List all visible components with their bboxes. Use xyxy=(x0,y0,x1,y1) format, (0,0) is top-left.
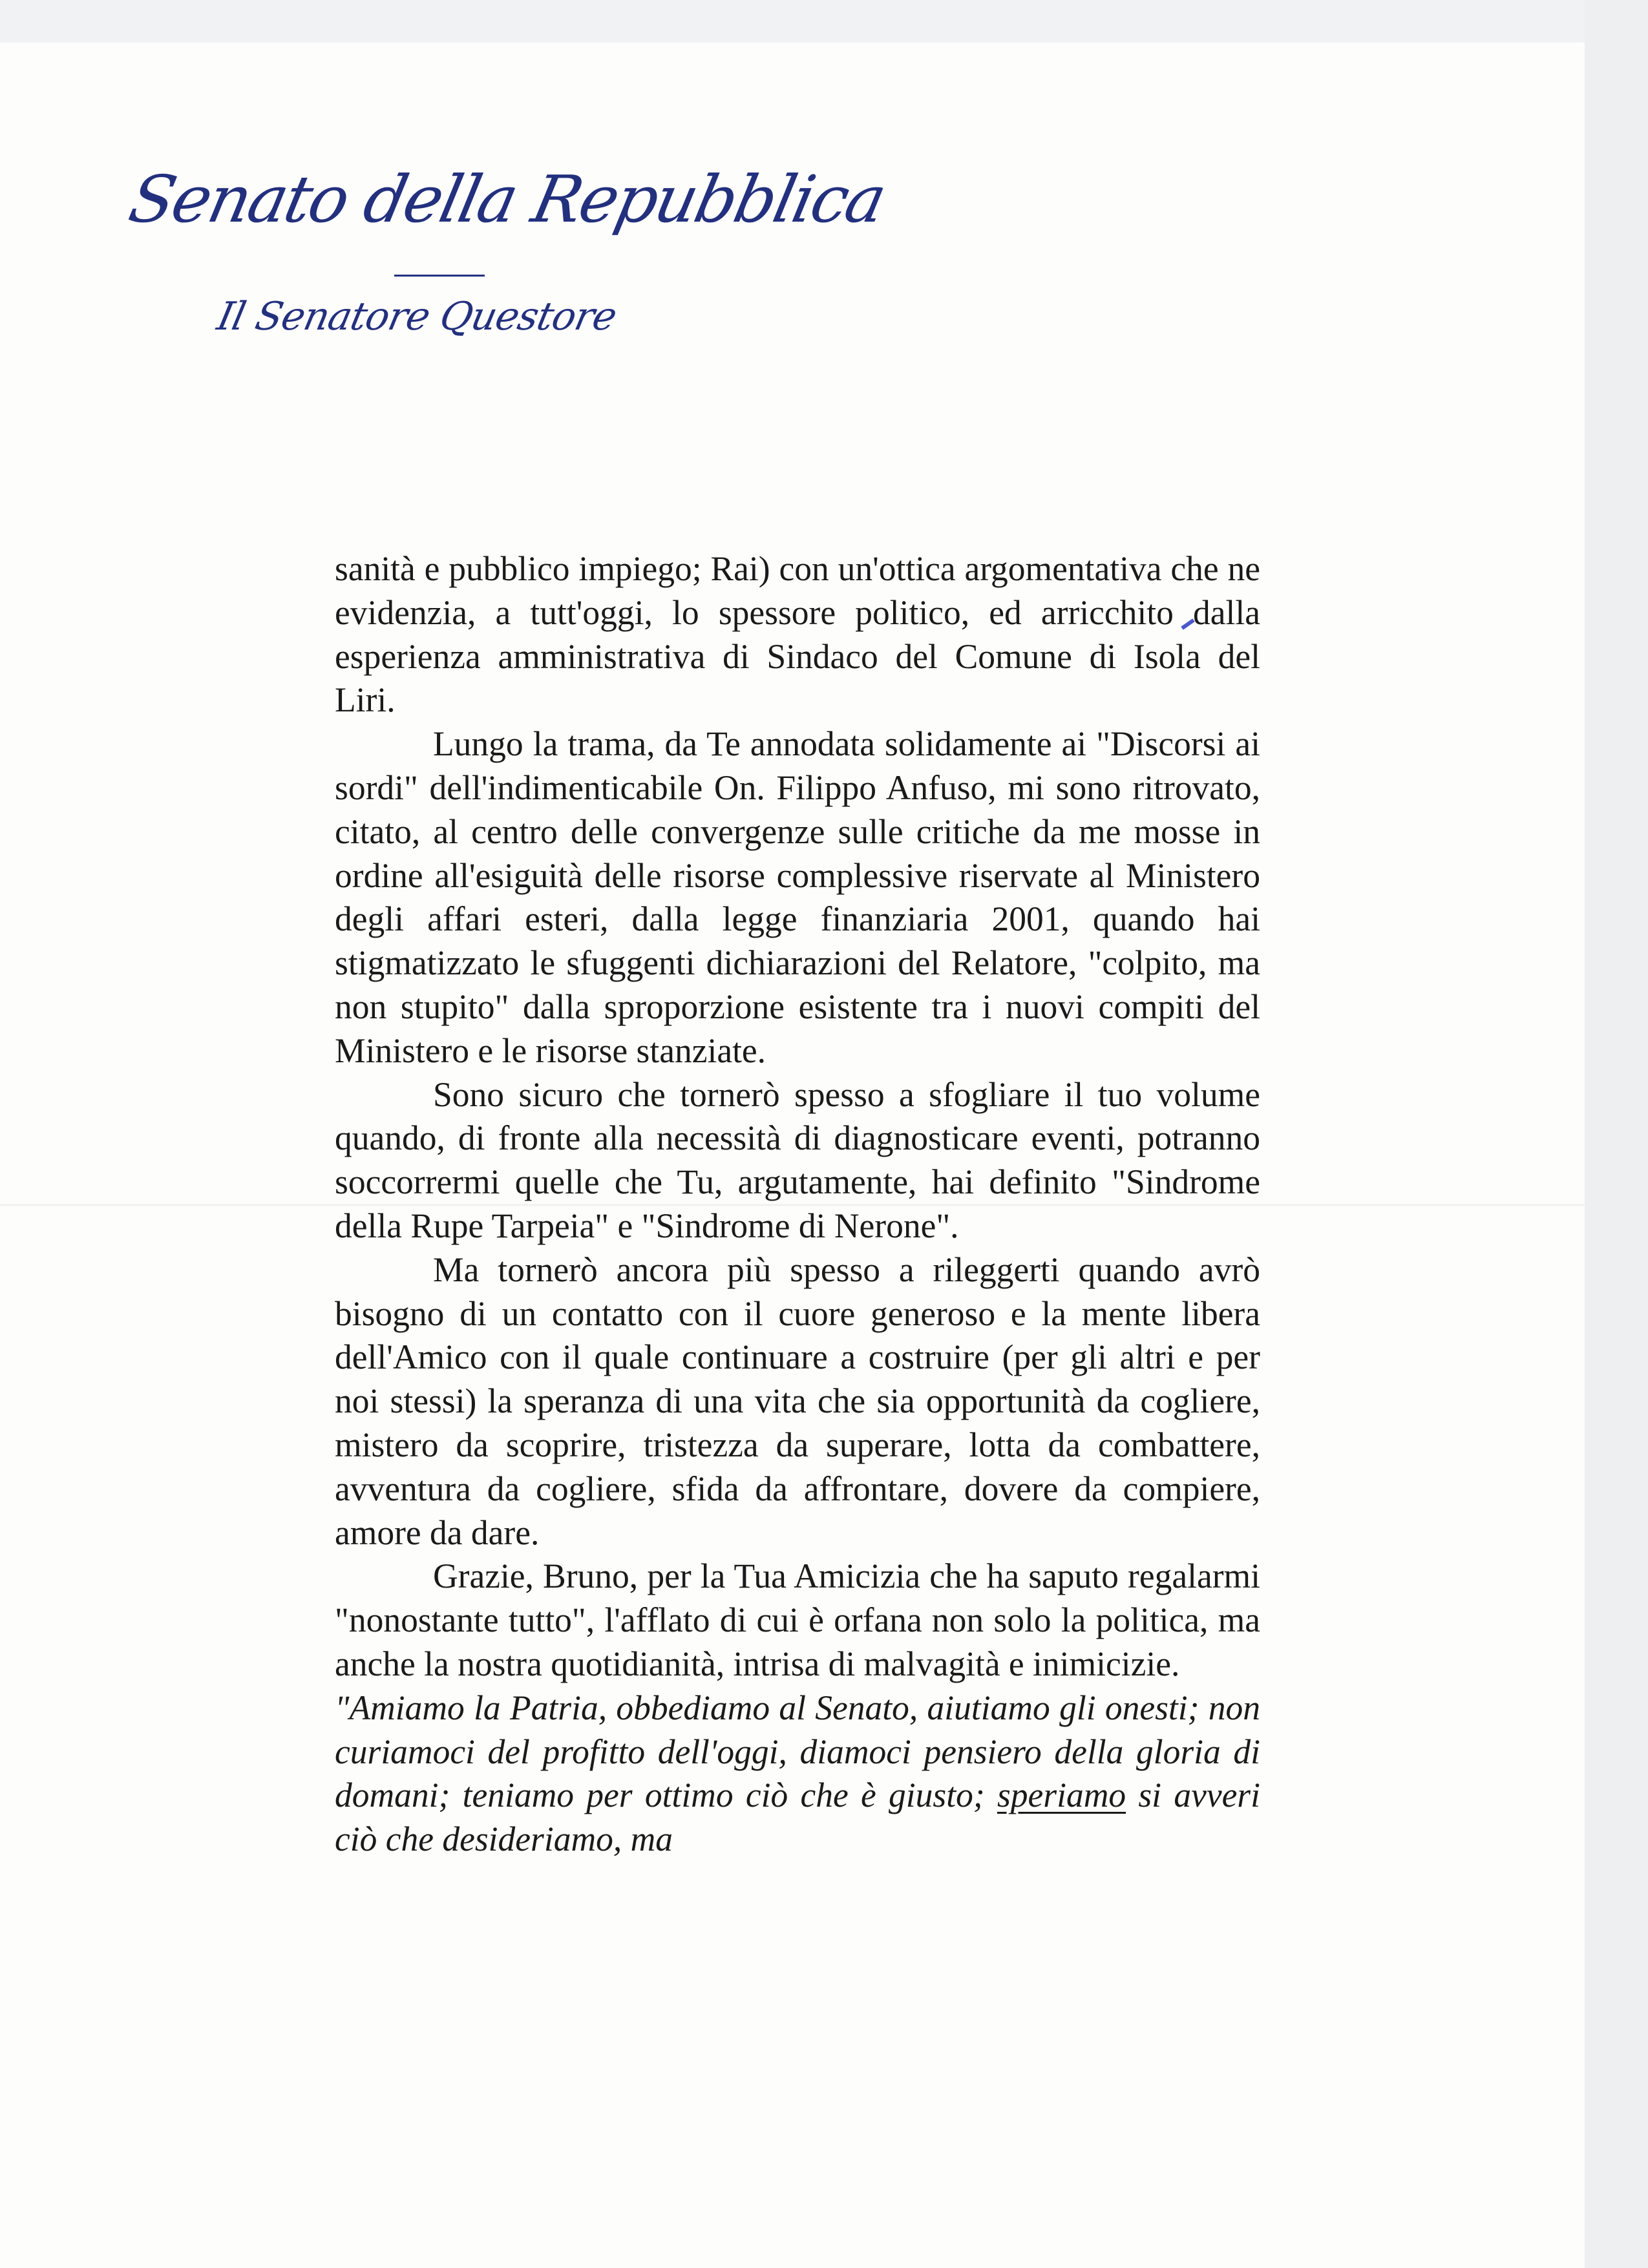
paragraph-4: Ma tornerò ancora più spesso a rileggerti quando avrò bisogno di un contatto con il cuore generoso e la mente libera dell'Amico con il quale continuare a costruire (per gli altri e per noi stessi) la speranza di una vita che sia opportunità da cogliere, mistero da scoprire, tristezza da superare, lotta da combattere, avventura da cogliere, sfida da affrontare, dovere da compiere, amore da dare. xyxy=(335,1250,1260,1552)
scan-background-top xyxy=(0,0,1648,44)
paragraph-2: Lungo la trama, da Te annodata solidamente ai "Discorsi ai sordi" dell'indimenticabile On. Filippo Anfuso, mi sono ritrovato, citato, al centro delle convergenze sulle critiche da me mosse in ordine all'esiguità delle risorse complessive riservate al Ministero degli affari esteri, dalla legge finanziaria 2001, quando hai stigmatizzato le sfuggenti dichiarazioni del Relatore, "colpito, ma non stupito" dalla sproporzione esistente tra i nuovi compiti del Ministero e le risorse stanziate. xyxy=(335,724,1260,1070)
letterhead-subtitle: Il Senatore Questore xyxy=(213,294,620,339)
scan-background-right xyxy=(1585,0,1648,2268)
quote-paragraph xyxy=(335,1686,1260,1862)
paragraph-1: sanità e pubblico impiego; Rai) con un'ottica argomentativa che ne evidenzia, a tutt'oggi, lo spessore politico, ed arricchito dalla esperienza amministrativa di Sindaco del Comune di Isola del Liri. xyxy=(335,549,1260,720)
quote-text-start: "Amiamo la Patria, obbediamo al Senato, aiutiamo gli onesti; non curiamoci del profitto dell'oggi, diamoci pensiero della gloria di domani; teniamo per ottimo ciò che è giusto; xyxy=(335,1688,1260,1815)
letter-body xyxy=(335,547,1260,1862)
letterhead xyxy=(123,162,891,355)
letterhead-title: Senato della Repubblica xyxy=(123,162,891,237)
letterhead-divider xyxy=(394,275,485,277)
quote-underlined-word: speriamo xyxy=(997,1776,1126,1815)
quote-text-end: si avveri ciò che desideriamo, ma xyxy=(335,1776,1260,1859)
paragraph-3: Sono sicuro che tornerò spesso a sfogliare il tuo volume quando, di fronte alla necessità di diagnosticare eventi, potranno soccorrermi quelle che Tu, argutamente, hai definito "Sindrome della Rupe Tarpeia" e "Sindrome di Nerone". xyxy=(335,1075,1260,1245)
paragraph-5: Grazie, Bruno, per la Tua Amicizia che ha saputo regalarmi "nonostante tutto", l'afflato di cui è orfana non solo la politica, ma anche la nostra quotidianità, intrisa di malvagità e inimicizie. xyxy=(335,1557,1260,1683)
